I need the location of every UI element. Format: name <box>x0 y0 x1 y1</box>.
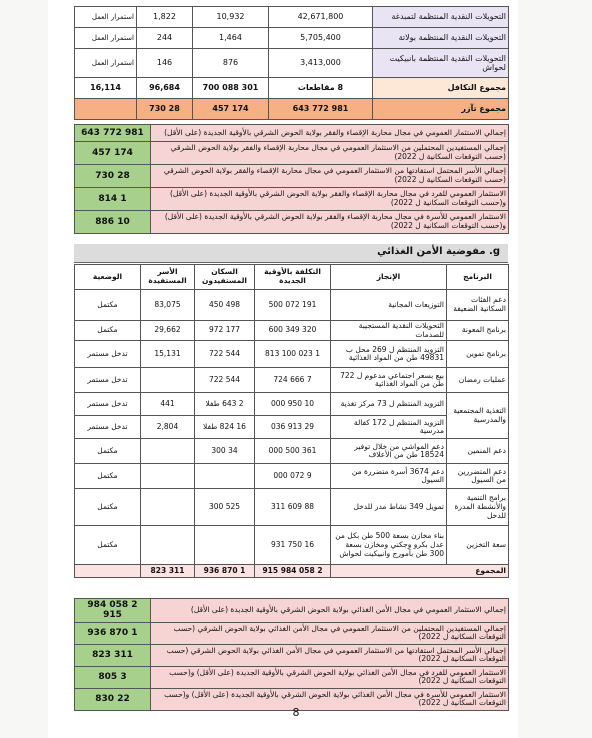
cost-cell: 5,705,400 <box>269 28 373 49</box>
summary-value: 22 830 <box>75 688 151 710</box>
section-title-wrap <box>377 246 500 257</box>
section-letter: g. <box>489 246 500 257</box>
status-cell: مكتمل <box>75 464 141 489</box>
achievement-cell: بيع بسعر اجتماعي مدعوم ل 722 طن من المواد الغذائية <box>331 368 447 393</box>
summary-text: إجمالي الأسر المحتمل استفادتها من الاستثمار العمومي في مجال محاربة الإقصاء والفقر بولاية الحوض الشرقي (حسب التوقعات السكانية ل 2022) <box>151 165 509 188</box>
households-cell: 15,131 <box>141 341 195 368</box>
summary-value: 10 886 <box>75 211 151 234</box>
summary-row <box>75 211 509 234</box>
summary-row <box>75 599 509 623</box>
program-cell: برنامج المعونة <box>447 321 509 341</box>
status-cell: مكتمل <box>75 526 141 565</box>
program-cell: برامج التنمية والأنشطة المدرة للدخل <box>447 489 509 526</box>
status-cell: مكتمل <box>75 489 141 526</box>
population-cell <box>195 526 255 565</box>
header-program: البرنامج <box>447 265 509 290</box>
summary-table-poverty <box>74 124 509 234</box>
beneficiaries-cell: 876 <box>193 49 269 78</box>
table-row <box>75 321 509 341</box>
achievement-cell: التزويد المنتظم ل 73 مركز تغذية <box>331 393 447 416</box>
population-cell: 544 722 <box>195 341 255 368</box>
program-cell: دعم المتضررين من السيول <box>447 464 509 489</box>
header-cost: التكلفة بالأوقية الجديدة <box>255 265 331 290</box>
achievement-cell: بناء مخازن بسعة 500 طن بكل من عدل بكرو وجكني ومخازن بسعة 300 طن بآمورج وانبيكيت لحواش <box>331 526 447 565</box>
total-households: 28 730 <box>137 99 193 120</box>
table-row <box>75 28 509 49</box>
total-beneficiaries: 174 457 <box>193 99 269 120</box>
row-label: التحويلات النقدية المنتظمة لتمبدغة <box>373 7 509 28</box>
cost-cell: 88 609 311 <box>255 489 331 526</box>
summary-row <box>75 125 509 142</box>
beneficiaries-cell: 1,464 <box>193 28 269 49</box>
cost-cell: 10 950 000 <box>255 393 331 416</box>
achievement-cell: التحويلات النقدية المستجيبة للصدمات <box>331 321 447 341</box>
achievement-cell: دعم 3674 أسرة متضررة من السيول <box>331 464 447 489</box>
table-row <box>75 489 509 526</box>
status-cell: استمرار العمل <box>75 28 137 49</box>
summary-row <box>75 666 509 688</box>
table-row <box>75 526 509 565</box>
summary-text: إجمالي المستفيدين المحتملين من الاستثمار العمومي في مجال الأمن الغذائي بولاية الحوض الشرقي (حسب التوقعات السكانية ل 2022) <box>151 622 509 644</box>
summary-value: 28 730 <box>75 165 151 188</box>
summary-text: الاستثمار العمومي للأسرة في مجال محاربة الإقصاء والفقر بولاية الحوض الشرقي بالأوقية الجديدة (على الأقل) و(حسب التوقعات السكانية ل 2022) <box>151 211 509 234</box>
households-cell: 29,662 <box>141 321 195 341</box>
status-cell: مكتمل <box>75 321 141 341</box>
summary-value: 981 772 643 <box>75 125 151 142</box>
achievement-cell: التزويد المنتظم ل 172 كفالة مدرسية <box>331 416 447 439</box>
status-cell: تدخل مستمر <box>75 393 141 416</box>
households-cell: 2,804 <box>141 416 195 439</box>
table-row <box>75 341 509 368</box>
households-cell <box>141 464 195 489</box>
subtotal-households: 16,114 <box>75 78 137 99</box>
status-cell: تدخل مستمر <box>75 341 141 368</box>
cost-cell: 361 500 000 <box>255 439 331 464</box>
top-table <box>74 6 509 120</box>
cost-cell: 42,671,800 <box>269 7 373 28</box>
subtotal-cost: 301 088 700 <box>193 78 269 99</box>
households-cell: 1,822 <box>137 7 193 28</box>
table-row <box>75 439 509 464</box>
table-row <box>75 290 509 321</box>
cost-cell: 9 072 000 <box>255 464 331 489</box>
cost-cell: 320 349 600 <box>255 321 331 341</box>
header-status: الوضعية <box>75 265 141 290</box>
header-row <box>75 265 509 290</box>
summary-text: الاستثمار العمومي للفرد في مجال محاربة الإقصاء والفقر بولاية الحوض الشرقي بالأوقية الجديدة (على الأقل) و(حسب التوقعات السكانية ل 2022) <box>151 188 509 211</box>
row-label: التحويلات النقدية المنتظمة بانبيكيت لحواش <box>373 49 509 78</box>
total-label: المجموع <box>331 565 509 578</box>
header-households: الأسر المستفيدة <box>141 265 195 290</box>
summary-row <box>75 644 509 666</box>
program-cell: التغذية المجتمعية والمدرسية <box>447 393 509 439</box>
status-cell: تدخل مستمر <box>75 368 141 393</box>
population-cell <box>195 464 255 489</box>
population-cell: 525 300 <box>195 489 255 526</box>
cost-cell: 16 750 931 <box>255 526 331 565</box>
cost-cell: 7 666 724 <box>255 368 331 393</box>
summary-row <box>75 622 509 644</box>
program-cell: سعة التخزين <box>447 526 509 565</box>
population-cell: 177 972 <box>195 321 255 341</box>
summary-text: إجمالي الأسر المحتمل استفادتها من الاستثمار العمومي في مجال الأمن الغذائي بولاية الحوض الشرقي (حسب التوقعات السكانية ل 2022) <box>151 644 509 666</box>
summary-row <box>75 165 509 188</box>
summary-text: إجمالي الاستثمار العمومي في مجال الأمن الغذائي بولاية الحوض الشرقي بالأوقية الجديدة (على الأقل) <box>151 599 509 623</box>
cost-cell: 29 913 036 <box>255 416 331 439</box>
program-cell: عمليات رمضان <box>447 368 509 393</box>
program-cell: دعم الفئات السكانية الضعيفة <box>447 290 509 321</box>
page-number: 8 <box>292 706 300 719</box>
status-cell: استمرار العمل <box>75 49 137 78</box>
summary-value: 2 058 984 915 <box>75 599 151 623</box>
table-row <box>75 393 509 416</box>
section-title: مفوضية الأمن الغذائي <box>377 246 486 257</box>
households-cell <box>141 368 195 393</box>
total-label: مجموع تآزر <box>373 99 509 120</box>
status-cell: تدخل مستمر <box>75 416 141 439</box>
status-cell: مكتمل <box>75 290 141 321</box>
total-cost: 981 772 643 <box>269 99 373 120</box>
households-cell <box>141 489 195 526</box>
beneficiaries-cell: 10,932 <box>193 7 269 28</box>
summary-value: 311 823 <box>75 644 151 666</box>
summary-value: 1 814 <box>75 188 151 211</box>
summary-text: إجمالي المستفيدين المحتملين من الاستثمار العمومي في مجال محاربة الإقصاء والفقر بولاية الحوض الشرقي (حسب التوقعات السكانية ل 2022) <box>151 142 509 165</box>
summary-row <box>75 142 509 165</box>
summary-text: الاستثمار العمومي للأسرة في مجال الأمن الغذائي بولاية الحوض الشرقي بالأوقية الجديدة (على الأقل) و(حسب التوقعات السكانية ل 2022) <box>151 688 509 710</box>
table-row <box>75 49 509 78</box>
achievement-cell: التوزيعات المجانية <box>331 290 447 321</box>
row-label: التحويلات النقدية المنتظمة بولاتة <box>373 28 509 49</box>
total-empty <box>75 99 137 120</box>
total-cost: 2 058 984 915 <box>255 565 331 578</box>
subtotal-count: 8 مقاطعات <box>269 78 373 99</box>
header-population: السكان المستفيدون <box>195 265 255 290</box>
food-security-table <box>74 264 509 578</box>
header-achievement: الإنجاز <box>331 265 447 290</box>
summary-value: 3 805 <box>75 666 151 688</box>
status-cell: استمرار العمل <box>75 7 137 28</box>
population-cell: 16 824 طفلا <box>195 416 255 439</box>
achievement-cell: تمويل 349 نشاط مدر للدخل <box>331 489 447 526</box>
summary-value: 174 457 <box>75 142 151 165</box>
status-cell: مكتمل <box>75 439 141 464</box>
subtotal-label: مجموع التكافل <box>373 78 509 99</box>
total-households: 311 823 <box>141 565 195 578</box>
program-cell: دعم المنمين <box>447 439 509 464</box>
summary-table-food <box>74 598 509 711</box>
households-cell <box>141 526 195 565</box>
total-row <box>75 99 509 120</box>
population-cell: 498 450 <box>195 290 255 321</box>
cost-cell: 3,413,000 <box>269 49 373 78</box>
total-empty <box>75 565 141 578</box>
program-cell: برنامج تموين <box>447 341 509 368</box>
population-cell: 2 643 طفلا <box>195 393 255 416</box>
summary-value: 1 870 936 <box>75 622 151 644</box>
table-row <box>75 416 509 439</box>
table-row <box>75 464 509 489</box>
total-row <box>75 565 509 578</box>
population-cell: 34 300 <box>195 439 255 464</box>
table-row <box>75 7 509 28</box>
summary-text: إجمالي الاستثمار العمومي في مجال محاربة الإقصاء والفقر بولاية الحوض الشرقي بالأوقية الجديدة (على الأقل) <box>151 125 509 142</box>
subtotal-beneficiaries: 96,684 <box>137 78 193 99</box>
households-cell <box>141 439 195 464</box>
subtotal-row <box>75 78 509 99</box>
summary-row <box>75 188 509 211</box>
population-cell: 544 722 <box>195 368 255 393</box>
summary-text: الاستثمار العمومي للفرد في مجال الأمن الغذائي بولاية الحوض الشرقي بالأوقية الجديدة (على الأقل) و(حسب التوقعات السكانية ل 2022) <box>151 666 509 688</box>
households-cell: 244 <box>137 28 193 49</box>
achievement-cell: دعم المواشي من خلال توفير 18524 طن من الأعلاف <box>331 439 447 464</box>
achievement-cell: التزويد المنتظم ل 269 محل ب 49831 طن من المواد الغذائية <box>331 341 447 368</box>
households-cell: 441 <box>141 393 195 416</box>
households-cell: 146 <box>137 49 193 78</box>
total-population: 1 870 936 <box>195 565 255 578</box>
cost-cell: 1 023 100 813 <box>255 341 331 368</box>
table-row <box>75 368 509 393</box>
cost-cell: 191 072 500 <box>255 290 331 321</box>
households-cell: 83,075 <box>141 290 195 321</box>
section-heading <box>74 244 508 263</box>
